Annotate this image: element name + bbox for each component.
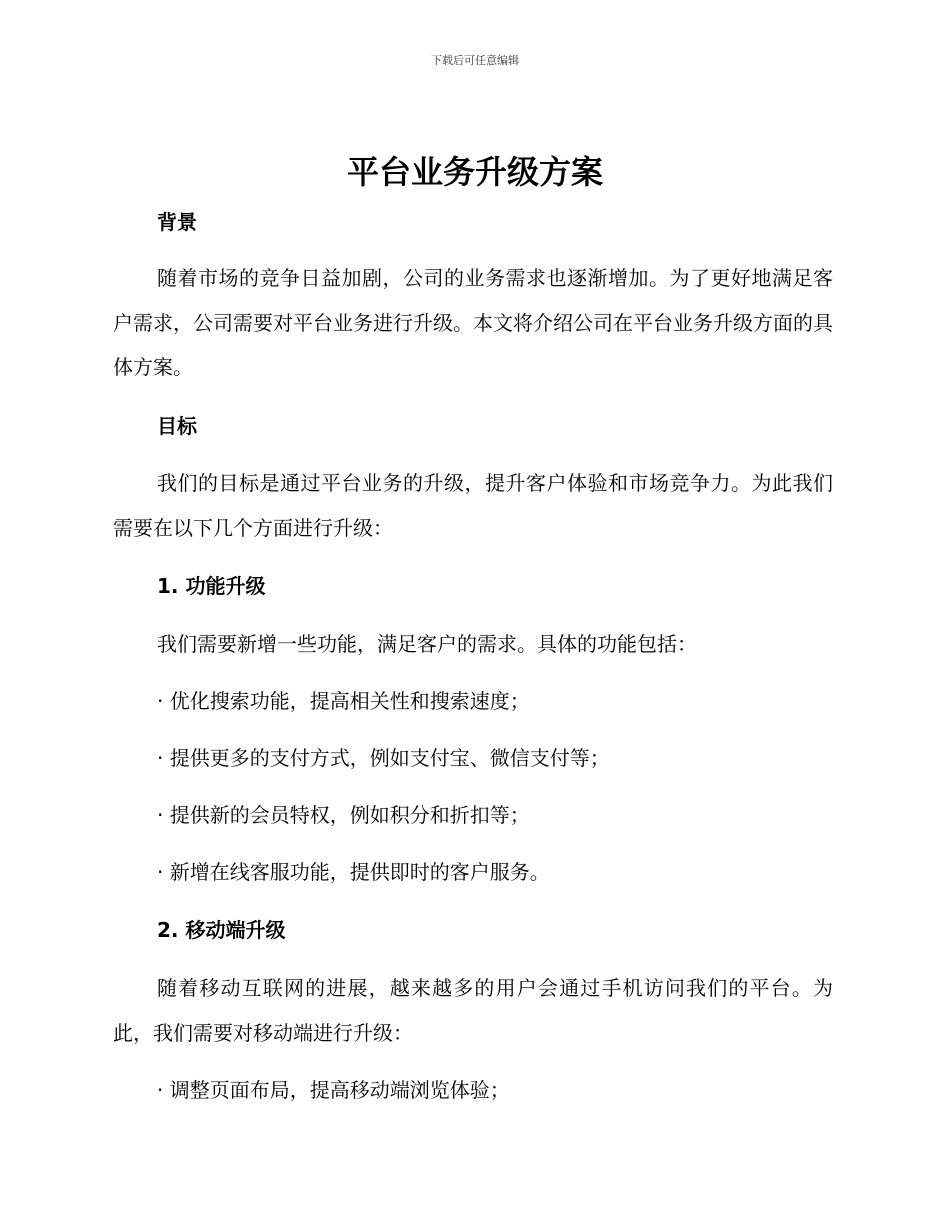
section-heading-background: 背景 [157, 210, 197, 234]
mobile-upgrade-paragraph: 随着移动互联网的进展，越来越多的用户会通过手机访问我们的平台。为此，我们需要对移动端进行升级： [113, 976, 833, 1045]
section-heading-mobile-upgrade: 2. 移动端升级 [157, 918, 286, 942]
document-title: 平台业务升级方案 [346, 153, 603, 191]
page-header-note: 下载后可任意编辑 [431, 54, 519, 67]
list-item: · 新增在线客服功能，提供即时的客户服务。 [157, 860, 550, 884]
section-heading-feature-upgrade: 1. 功能升级 [157, 574, 266, 598]
goal-paragraph: 我们的目标是通过平台业务的升级，提升客户体验和市场竞争力。为此我们需要在以下几个方面进行升级： [113, 471, 833, 540]
list-item: · 调整页面布局，提高移动端浏览体验； [157, 1078, 510, 1102]
list-item: · 提供新的会员特权，例如积分和折扣等； [157, 803, 530, 827]
list-item: · 提供更多的支付方式，例如支付宝、微信支付等； [157, 746, 610, 770]
list-item: · 优化搜索功能，提高相关性和搜索速度； [157, 689, 530, 713]
background-paragraph: 随着市场的竞争日益加剧，公司的业务需求也逐渐增加。为了更好地满足客户需求，公司需要对平台业务进行升级。本文将介绍公司在平台业务升级方面的具体方案。 [113, 266, 833, 379]
feature-upgrade-intro: 我们需要新增一些功能，满足客户的需求。具体的功能包括： [157, 632, 697, 656]
section-heading-goal: 目标 [157, 414, 197, 438]
